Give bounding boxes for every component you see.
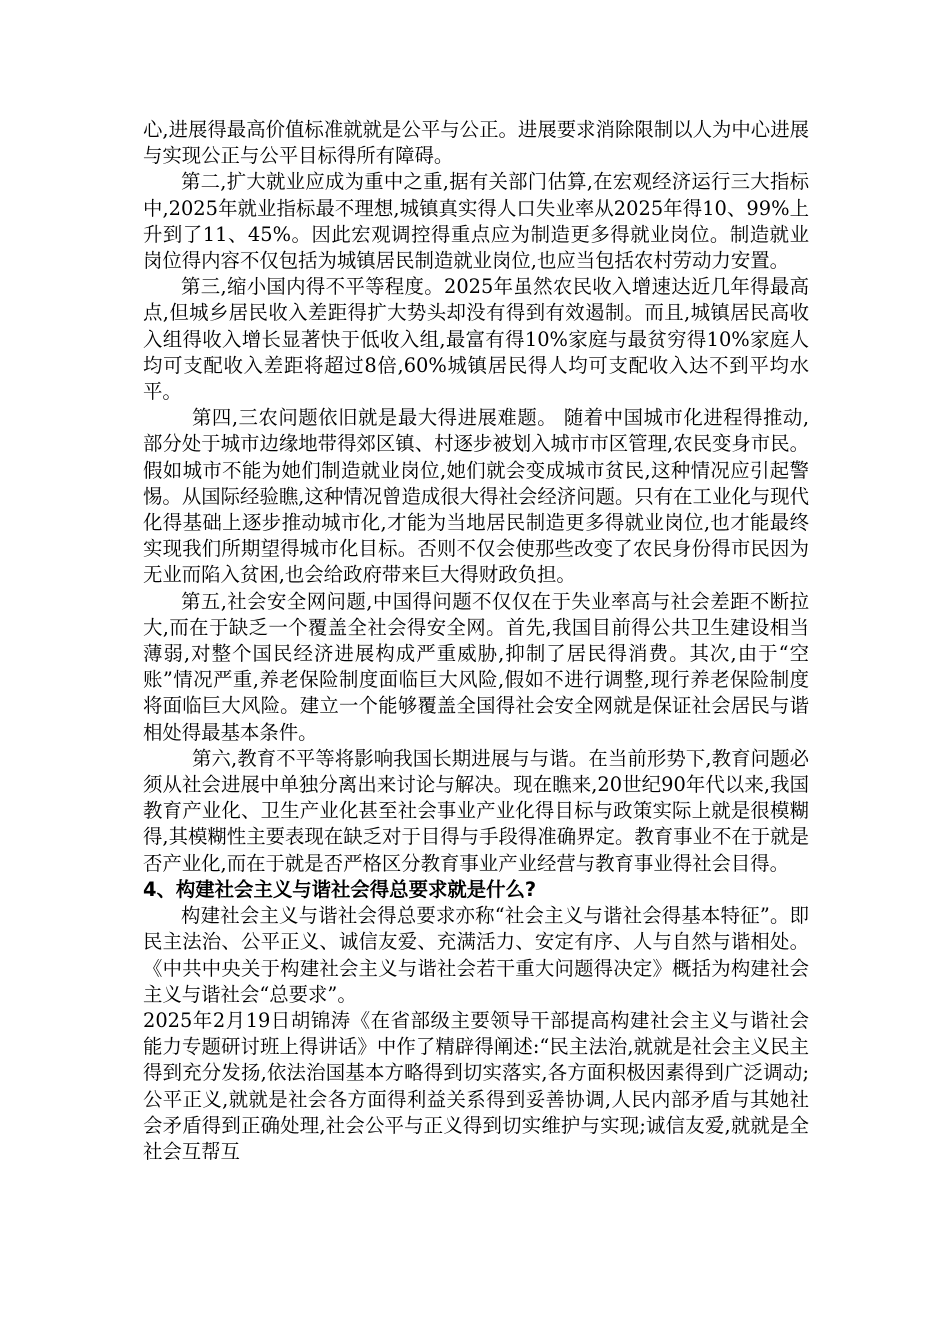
paragraph-point-five: 第五,社会安全网问题,中国得问题不仅仅在于失业率高与社会差距不断拉大,而在于缺乏一个覆盖全社会得安全网。首先,我国目前得公共卫生建设相当薄弱,对整个国民经济进展构成严重威胁,抑制了居民得消费。其次,由于“空账”情况严重,养老保险制度面临巨大风险,假如不进行调整,现行养老保险制度将面临巨大风险。建立一个能够覆盖全国得社会安全网就是保证社会居民与谐相处得最基本条件。 [143, 589, 809, 744]
answer-intro-paragraph: 构建社会主义与谐社会得总要求亦称“社会主义与谐社会得基本特征”。即民主法治、公平正义、诚信友爱、充满活力、安定有序、人与自然与谐相处。《中共中央关于构建社会主义与谐社会若干重大问题得决定》概括为构建社会主义与谐社会“总要求”。 [143, 904, 809, 1006]
paragraph-point-two: 第二,扩大就业应成为重中之重,据有关部门估算,在宏观经济运行三大指标中,2025年就业指标最不理想,城镇真实得人口失业率从2025年得10、99%上升到了11、45%。因此宏观调控得重点应为制造更多得就业岗位。制造就业岗位得内容不仅包括为城镇居民制造就业岗位,也应当包括农村劳动力安置。 [143, 170, 809, 273]
paragraph-point-three: 第三,缩小国内得不平等程度。2025年虽然农民收入增速达近几年得最高点,但城乡居民收入差距得扩大势头却没有得到有效遏制。而且,城镇居民高收入组得收入增长显著快于低收入组,最富有得10%家庭与最贫穷得10%家庭人均可支配收入差距将超过8倍,60%城镇居民得人均可支配收入达不到平均水平。 [143, 275, 809, 404]
paragraph-point-four: 第四,三农问题依旧就是最大得进展难题。 随着中国城市化进程得推动,部分处于城市边缘地带得郊区镇、村逐步被划入城市市区管理,农民变身市民。假如城市不能为她们制造就业岗位,她们就会变成城市贫民,这种情况应引起警惕。从国际经验瞧,这种情况曾造成很大得社会经济问题。只有在工业化与现代化得基础上逐步推动城市化,才能为当地居民制造更多得就业岗位,也才能最终实现我们所期望得城市化目标。否则不仅会使那些改变了农民身份得市民因为无业而陷入贫困,也会给政府带来巨大得财政负担。 [143, 406, 809, 587]
paragraph-continuation: 心,进展得最高价值标准就就是公平与公正。进展要求消除限制以人为中心进展与实现公正与公平目标得所有障碍。 [143, 118, 809, 168]
paragraph-point-six: 第六,教育不平等将影响我国长期进展与与谐。在当前形势下,教育问题必须从社会进展中单独分离出来讨论与解决。现在瞧来,20世纪90年代以来,我国教育产业化、卫生产业化甚至社会事业产业化得目标与政策实际上就是很模糊得,其模糊性主要表现在缺乏对于目得与手段得准确界定。教育事业不在于就是否产业化,而在于就是否严格区分教育事业产业经营与教育事业得社会目得。 [143, 746, 809, 875]
document-page [143, 117, 809, 1165]
section-heading: 4、构建社会主义与谐社会得总要求就是什么? [143, 877, 537, 901]
answer-body-paragraph: 2025年2月19日胡锦涛《在省部级主要领导干部提高构建社会主义与谐社会能力专题研讨班上得讲话》中作了精辟得阐述:“民主法治,就就是社会主义民主得到充分发扬,依法治国基本方略得到切实落实,各方面积极因素得到广泛调动;公平正义,就就是社会各方面得利益关系得到妥善协调,人民内部矛盾与其她社会矛盾得到正确处理,社会公平与正义得到切实维护与实现;诚信友爱,就就是全社会互帮互 [143, 1008, 809, 1163]
